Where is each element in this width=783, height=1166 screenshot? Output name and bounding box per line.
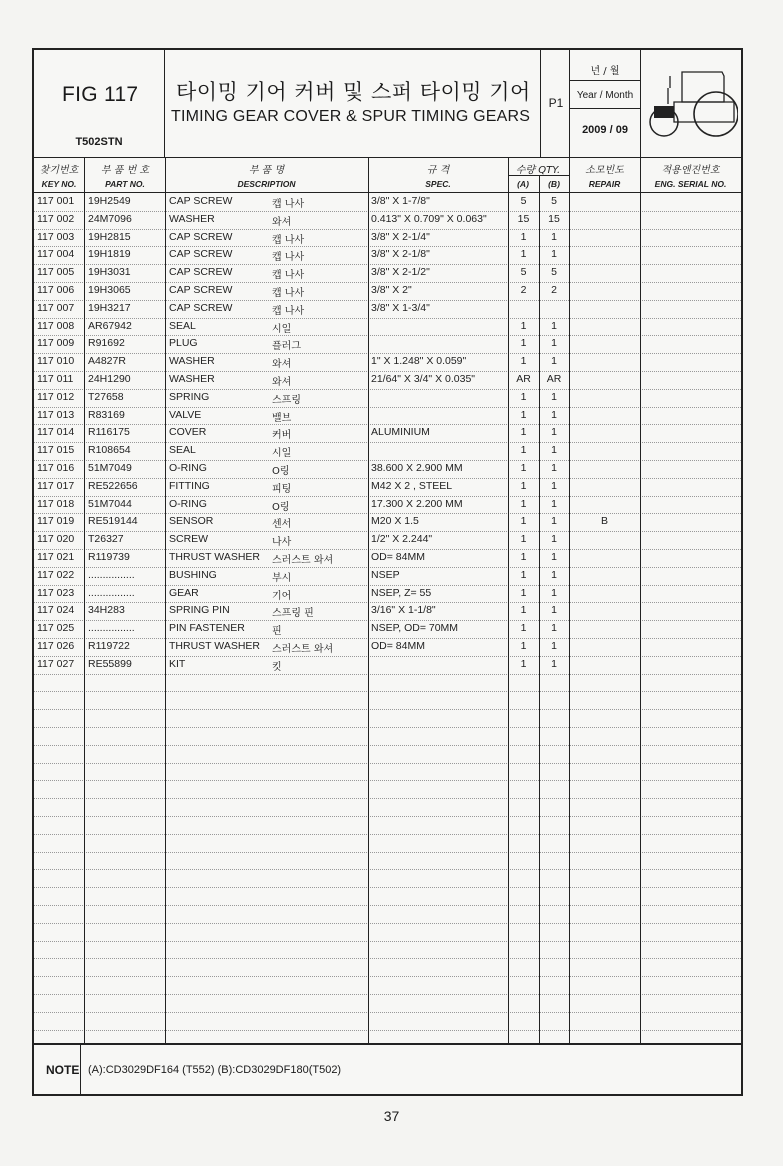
col-serial-ko: 적용엔진번호 bbox=[661, 165, 720, 176]
table-row bbox=[34, 798, 741, 817]
col-desc: DESCRIPTION bbox=[237, 179, 296, 189]
cell-key: 117 003 bbox=[37, 230, 75, 243]
cell-key: 117 012 bbox=[37, 390, 75, 403]
col-part: PART NO. bbox=[105, 179, 145, 189]
cell-a: AR bbox=[516, 373, 531, 385]
table-row bbox=[34, 620, 741, 639]
cell-desc-ko: 시일 bbox=[272, 448, 292, 460]
cell-key: 117 010 bbox=[37, 355, 75, 368]
table-row bbox=[34, 780, 741, 799]
table-row bbox=[34, 763, 741, 782]
cell-desc: BUSHING bbox=[169, 568, 217, 581]
divider bbox=[80, 1045, 81, 1096]
cell-desc: CAP SCREW bbox=[169, 195, 233, 207]
cell-desc-ko: 와셔 bbox=[272, 359, 292, 371]
cell-spec: 1" X 1.248" X 0.059" bbox=[371, 355, 467, 368]
cell-spec: 3/16" X 1-1/8" bbox=[371, 604, 436, 617]
table-row bbox=[34, 656, 741, 675]
cell-spec: 1/2" X 2.244" bbox=[371, 533, 433, 546]
cell-key: 117 026 bbox=[37, 640, 75, 652]
cell-spec: M42 X 2 , STEEL bbox=[371, 479, 453, 492]
cell-b: 1 bbox=[551, 426, 557, 439]
cell-desc: SPRING bbox=[169, 390, 210, 403]
cell-part: ................ bbox=[88, 568, 135, 581]
cell-key: 117 011 bbox=[37, 373, 74, 385]
table-row bbox=[34, 264, 741, 283]
cell-b: 1 bbox=[551, 551, 557, 563]
page-code: P1 bbox=[548, 96, 564, 110]
col-qty-b: (B) bbox=[548, 179, 560, 189]
col-repair-ko: 소모빈도 bbox=[585, 165, 624, 176]
cell-b: 1 bbox=[551, 640, 557, 652]
divider bbox=[570, 108, 640, 109]
cell-part: T27658 bbox=[88, 390, 124, 403]
fig-number: FIG 117 bbox=[62, 83, 139, 106]
cell-part: R119722 bbox=[88, 640, 130, 652]
cell-spec: ALUMINIUM bbox=[371, 426, 430, 439]
col-qty-ko: 수량 QTY. bbox=[515, 165, 561, 176]
cell-spec: M20 X 1.5 bbox=[371, 515, 419, 528]
cell-key: 117 006 bbox=[37, 284, 75, 296]
cell-a: 1 bbox=[520, 337, 527, 350]
col-divider bbox=[640, 158, 641, 1043]
cell-b: 15 bbox=[548, 212, 560, 225]
cell-a: 1 bbox=[520, 390, 527, 403]
cell-desc: THRUST WASHER bbox=[169, 640, 261, 652]
cell-spec: 3/8" X 1-7/8" bbox=[371, 195, 430, 207]
table-row bbox=[34, 246, 741, 265]
cell-key: 117 007 bbox=[37, 301, 75, 314]
cell-desc: VALVE bbox=[169, 408, 202, 421]
cell-b: 1 bbox=[551, 248, 557, 261]
col-spec-ko: 규 격 bbox=[426, 165, 450, 176]
cell-b: 1 bbox=[551, 319, 557, 332]
table-header bbox=[34, 158, 741, 193]
cell-desc-ko: 캡 나사 bbox=[272, 305, 305, 317]
cell-desc-ko: 캡 나사 bbox=[272, 234, 305, 246]
cell-desc: SEAL bbox=[169, 444, 196, 457]
col-qty-a: (A) bbox=[517, 179, 529, 189]
cell-key: 117 008 bbox=[37, 319, 75, 332]
cell-key: 117 014 bbox=[37, 426, 75, 439]
cell-spec: NSEP, OD= 70MM bbox=[371, 622, 459, 635]
cell-desc: WASHER bbox=[169, 212, 215, 225]
cell-key: 117 025 bbox=[37, 622, 75, 635]
model-name: T502STN bbox=[75, 136, 123, 148]
cell-desc: GEAR bbox=[169, 586, 199, 599]
cell-desc: FITTING bbox=[169, 479, 210, 492]
cell-b: 1 bbox=[551, 568, 557, 581]
cell-key: 117 024 bbox=[37, 604, 75, 617]
cell-spec: 3/8" X 2" bbox=[371, 284, 412, 296]
col-repair: REPAIR bbox=[588, 179, 621, 189]
table-row bbox=[34, 709, 741, 728]
table-row bbox=[34, 887, 741, 906]
cell-desc: CAP SCREW bbox=[169, 284, 233, 296]
cell-b: 1 bbox=[551, 390, 557, 403]
cell-part: R83169 bbox=[88, 408, 125, 421]
col-key-ko: 찾기번호 bbox=[39, 165, 79, 176]
cell-b: 1 bbox=[551, 444, 557, 457]
cell-a: 1 bbox=[520, 568, 527, 581]
cell-a: 1 bbox=[520, 462, 527, 474]
col-divider bbox=[539, 176, 540, 1043]
cell-b: 1 bbox=[551, 230, 557, 243]
note-section bbox=[34, 1043, 741, 1096]
cell-key: 117 001 bbox=[37, 195, 75, 207]
cell-b: 1 bbox=[551, 515, 557, 528]
col-spec: SPEC. bbox=[425, 179, 451, 189]
cell-desc: PIN FASTENER bbox=[169, 622, 245, 635]
parts-catalog-sheet bbox=[32, 48, 743, 1096]
cell-part: 19H3217 bbox=[88, 301, 131, 314]
cell-key: 117 005 bbox=[37, 266, 75, 279]
cell-key: 117 002 bbox=[37, 212, 75, 225]
table-row bbox=[34, 460, 741, 479]
cell-a: 1 bbox=[520, 657, 527, 670]
col-part-ko: 부 품 번 호 bbox=[100, 165, 150, 176]
table-row bbox=[34, 229, 741, 248]
cell-a: 1 bbox=[520, 640, 527, 652]
cell-a: 1 bbox=[520, 586, 527, 599]
cell-desc-ko: 캡 나사 bbox=[272, 252, 305, 264]
cell-desc-ko: 캡 나사 bbox=[272, 270, 305, 282]
table-row bbox=[34, 941, 741, 960]
cell-part: 19H2815 bbox=[88, 230, 131, 243]
cell-a: 1 bbox=[520, 408, 527, 421]
cell-key: 117 021 bbox=[37, 551, 75, 563]
cell-part: AR67942 bbox=[88, 319, 132, 332]
title-korean: 타이밍 기어 커버 및 스퍼 타이밍 기어 bbox=[176, 80, 531, 104]
cell-b: 1 bbox=[551, 462, 557, 474]
cell-a: 15 bbox=[517, 212, 530, 225]
cell-desc: CAP SCREW bbox=[169, 301, 233, 314]
cell-part: 51M7044 bbox=[88, 497, 132, 510]
table-row bbox=[34, 424, 741, 443]
cell-part: T26327 bbox=[88, 533, 124, 546]
cell-b: 1 bbox=[551, 533, 557, 546]
table-row bbox=[34, 496, 741, 515]
cell-spec: NSEP bbox=[371, 568, 400, 581]
cell-key: 117 015 bbox=[37, 444, 75, 457]
cell-key: 117 027 bbox=[37, 657, 75, 670]
table-row bbox=[34, 976, 741, 995]
cell-desc: SCREW bbox=[169, 533, 209, 546]
col-divider bbox=[508, 158, 509, 1043]
cell-desc: O-RING bbox=[169, 497, 207, 510]
cell-desc: PLUG bbox=[169, 337, 198, 350]
cell-part: ................ bbox=[88, 586, 135, 599]
cell-spec: OD= 84MM bbox=[371, 640, 425, 652]
cell-b: 1 bbox=[551, 337, 557, 350]
table-row bbox=[34, 834, 741, 853]
cell-desc-ko: 시일 bbox=[272, 323, 292, 335]
cell-b: 1 bbox=[551, 479, 557, 492]
col-divider bbox=[569, 158, 570, 1043]
cell-b: 5 bbox=[551, 195, 557, 207]
cell-key: 117 013 bbox=[37, 408, 75, 421]
cell-desc-ko: 와셔 bbox=[272, 216, 292, 228]
cell-part: RE522656 bbox=[88, 479, 138, 492]
col-key: KEY NO. bbox=[41, 179, 77, 189]
cell-key: 117 016 bbox=[37, 462, 75, 474]
cell-a: 1 bbox=[520, 248, 527, 261]
cell-b: 1 bbox=[551, 408, 557, 421]
cell-b: 1 bbox=[551, 657, 557, 670]
cell-desc: WASHER bbox=[169, 355, 215, 368]
table-row bbox=[34, 335, 741, 354]
cell-part: R108654 bbox=[88, 444, 131, 457]
table-row bbox=[34, 531, 741, 550]
cell-desc-ko: 기어 bbox=[272, 590, 292, 602]
cell-a: 1 bbox=[520, 515, 527, 528]
cell-key: 117 017 bbox=[37, 479, 75, 492]
cell-desc-ko: 킷 bbox=[272, 661, 282, 673]
cell-spec: 0.413" X 0.709" X 0.063" bbox=[371, 212, 487, 225]
col-divider bbox=[84, 158, 85, 1043]
cell-spec: 17.300 X 2.200 MM bbox=[371, 497, 463, 510]
catalog-header bbox=[34, 50, 741, 158]
cell-part: 19H2549 bbox=[88, 195, 131, 207]
table-row bbox=[34, 638, 741, 657]
cell-part: 19H1819 bbox=[88, 248, 131, 261]
table-row bbox=[34, 389, 741, 408]
cell-desc: CAP SCREW bbox=[169, 266, 233, 279]
divider bbox=[540, 50, 541, 157]
tractor-icon bbox=[644, 62, 738, 146]
table-row bbox=[34, 674, 741, 693]
cell-spec: OD= 84MM bbox=[371, 551, 425, 563]
cell-a: 1 bbox=[520, 230, 527, 243]
table-row bbox=[34, 852, 741, 871]
table-row bbox=[34, 727, 741, 746]
table-row bbox=[34, 549, 741, 568]
cell-b: 1 bbox=[551, 622, 557, 635]
table-row bbox=[34, 869, 741, 888]
cell-part: 19H3065 bbox=[88, 284, 131, 296]
title-english: TIMING GEAR COVER & SPUR TIMING GEARS bbox=[171, 108, 531, 125]
cell-repair: B bbox=[600, 515, 608, 528]
table-row bbox=[34, 318, 741, 337]
cell-part: A4827R bbox=[88, 355, 126, 368]
cell-desc-ko: 피팅 bbox=[272, 483, 292, 495]
cell-part: 51M7049 bbox=[88, 462, 132, 474]
table-row bbox=[34, 923, 741, 942]
cell-spec: 38.600 X 2.900 MM bbox=[371, 462, 463, 474]
cell-a: 1 bbox=[520, 319, 527, 332]
cell-spec: 3/8" X 1-3/4" bbox=[371, 301, 430, 314]
cell-part: RE519144 bbox=[88, 515, 138, 528]
cell-desc: SPRING PIN bbox=[169, 604, 230, 617]
cell-a: 2 bbox=[520, 284, 527, 296]
cell-part: 24M7096 bbox=[88, 212, 132, 225]
table-row bbox=[34, 816, 741, 835]
cell-desc-ko: 스러스트 와셔 bbox=[272, 555, 334, 566]
table-row bbox=[34, 513, 741, 532]
col-divider bbox=[165, 158, 166, 1043]
year-month-value: 2009 / 09 bbox=[582, 124, 628, 136]
cell-b: 1 bbox=[551, 355, 557, 368]
cell-key: 117 022 bbox=[37, 568, 75, 581]
cell-desc: SENSOR bbox=[169, 515, 214, 528]
col-serial: ENG. SERIAL NO. bbox=[654, 179, 727, 189]
cell-desc: KIT bbox=[169, 657, 186, 670]
table-row bbox=[34, 567, 741, 586]
table-row bbox=[34, 691, 741, 710]
cell-desc: O-RING bbox=[169, 462, 207, 474]
cell-key: 117 004 bbox=[37, 248, 75, 261]
cell-a: 1 bbox=[520, 444, 527, 457]
cell-desc-ko: 스프링 핀 bbox=[272, 608, 314, 620]
cell-desc: THRUST WASHER bbox=[169, 551, 261, 563]
cell-b: 1 bbox=[551, 586, 557, 599]
divider bbox=[570, 80, 640, 81]
cell-a: 1 bbox=[520, 533, 527, 546]
cell-desc-ko: O링 bbox=[272, 501, 290, 513]
cell-key: 117 019 bbox=[37, 515, 75, 528]
cell-part: R119739 bbox=[88, 551, 130, 563]
table-row bbox=[34, 211, 741, 230]
cell-b: AR bbox=[546, 373, 562, 385]
cell-desc-ko: 핀 bbox=[272, 626, 282, 638]
cell-desc-ko: 나사 bbox=[272, 537, 292, 549]
cell-spec: NSEP, Z= 55 bbox=[371, 586, 432, 599]
cell-a: 1 bbox=[520, 604, 527, 617]
cell-part: R91692 bbox=[88, 337, 125, 350]
divider bbox=[640, 50, 641, 157]
note-text: (A):CD3029DF164 (T552) (B):CD3029DF180(T502) bbox=[88, 1064, 342, 1076]
table-row bbox=[34, 585, 741, 604]
cell-a: 1 bbox=[520, 479, 527, 492]
table-row bbox=[34, 745, 741, 764]
year-month-label: Year / Month bbox=[576, 90, 634, 101]
cell-desc: SEAL bbox=[169, 319, 196, 332]
cell-key: 117 023 bbox=[37, 586, 75, 599]
cell-key: 117 018 bbox=[37, 497, 75, 510]
cell-part: 34H283 bbox=[88, 604, 125, 617]
cell-desc: WASHER bbox=[169, 373, 215, 385]
cell-part: ................ bbox=[88, 622, 135, 635]
parts-table-body bbox=[34, 193, 741, 1041]
year-month-korean: 년 / 월 bbox=[590, 66, 620, 77]
cell-desc: CAP SCREW bbox=[169, 248, 233, 261]
cell-part: RE55899 bbox=[88, 657, 132, 670]
cell-key: 117 020 bbox=[37, 533, 75, 546]
cell-part: 24H1290 bbox=[88, 373, 131, 385]
cell-desc: CAP SCREW bbox=[169, 230, 233, 243]
cell-desc-ko: 스프링 bbox=[272, 394, 301, 406]
table-row bbox=[34, 602, 741, 621]
page-number: 37 bbox=[383, 1108, 400, 1124]
col-desc-ko: 부 품 명 bbox=[248, 165, 285, 176]
cell-desc: COVER bbox=[169, 426, 207, 439]
cell-a: 5 bbox=[520, 195, 527, 207]
cell-desc-ko: 스러스트 와셔 bbox=[272, 644, 334, 655]
cell-spec: 21/64" X 3/4" X 0.035" bbox=[371, 373, 476, 385]
cell-desc-ko: 캡 나사 bbox=[272, 199, 305, 210]
cell-part: 19H3031 bbox=[88, 266, 131, 279]
table-row bbox=[34, 193, 741, 212]
cell-a: 1 bbox=[520, 355, 527, 368]
cell-part: R116175 bbox=[88, 426, 130, 439]
table-row bbox=[34, 442, 741, 461]
cell-desc-ko: 센서 bbox=[272, 519, 292, 531]
cell-a: 1 bbox=[520, 622, 527, 635]
cell-desc-ko: 와셔 bbox=[272, 377, 292, 388]
fig-box bbox=[34, 50, 164, 157]
table-row bbox=[34, 905, 741, 924]
cell-desc-ko: 밸브 bbox=[272, 412, 292, 424]
table-row bbox=[34, 407, 741, 426]
cell-spec: 3/8" X 2-1/8" bbox=[371, 248, 430, 261]
col-divider bbox=[368, 158, 369, 1043]
cell-a: 1 bbox=[520, 551, 527, 563]
note-label: NOTE bbox=[46, 1063, 80, 1077]
cell-a: 5 bbox=[520, 266, 527, 279]
table-row bbox=[34, 994, 741, 1013]
divider bbox=[164, 50, 165, 157]
cell-b: 1 bbox=[551, 497, 557, 510]
cell-desc-ko: O링 bbox=[272, 466, 290, 477]
cell-desc-ko: 캡 나사 bbox=[272, 288, 305, 299]
table-row bbox=[34, 371, 741, 390]
table-row bbox=[34, 353, 741, 372]
table-row bbox=[34, 958, 741, 977]
cell-b: 1 bbox=[551, 604, 557, 617]
cell-b: 5 bbox=[551, 266, 557, 279]
table-row bbox=[34, 300, 741, 319]
cell-desc-ko: 부시 bbox=[272, 572, 292, 584]
cell-a: 1 bbox=[520, 497, 527, 510]
cell-spec: 3/8" X 2-1/4" bbox=[371, 230, 430, 243]
cell-a: 1 bbox=[520, 426, 527, 439]
cell-b: 2 bbox=[551, 284, 557, 296]
cell-spec: 3/8" X 2-1/2" bbox=[371, 266, 430, 279]
table-row bbox=[34, 478, 741, 497]
cell-key: 117 009 bbox=[37, 337, 75, 350]
table-row bbox=[34, 1012, 741, 1031]
table-row bbox=[34, 282, 741, 301]
cell-desc-ko: 플러그 bbox=[272, 341, 301, 353]
cell-desc-ko: 커버 bbox=[272, 430, 292, 442]
